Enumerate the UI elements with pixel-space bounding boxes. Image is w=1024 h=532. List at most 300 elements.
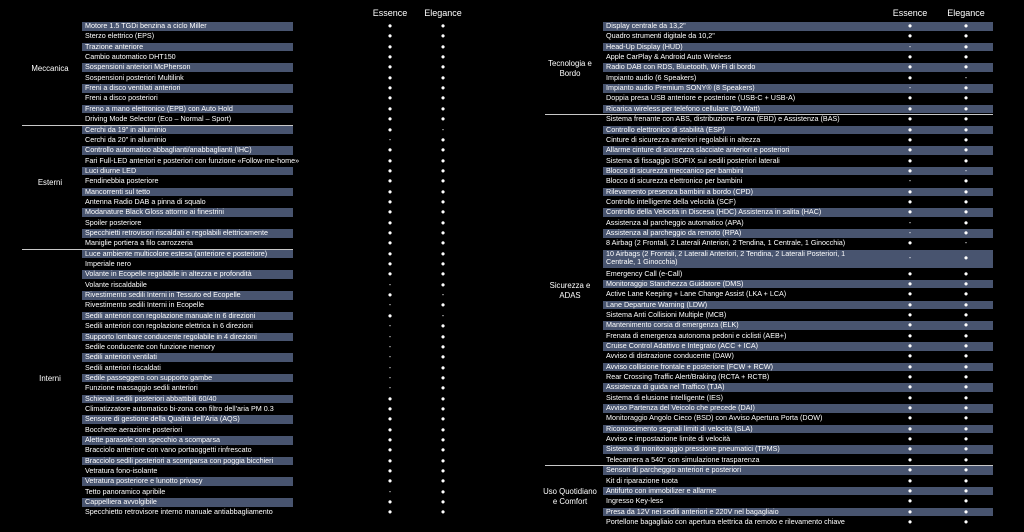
feature-label: Display centrale da 13,2" xyxy=(606,21,686,30)
essence-availability-mark: ● xyxy=(907,278,913,288)
feature-label: Antenna Radio DAB a pinna di squalo xyxy=(85,196,206,206)
essence-availability-mark: ● xyxy=(387,290,393,300)
feature-label: Sedile conducente con funzione memory xyxy=(85,341,215,351)
spec-row xyxy=(82,238,446,248)
spec-row xyxy=(82,362,446,373)
essence-availability-mark: ● xyxy=(907,21,913,30)
essence-availability-mark: ● xyxy=(387,507,393,517)
feature-label: Quadro strumenti digitale da 10,2" xyxy=(606,31,715,41)
elegance-availability-mark: ● xyxy=(963,134,969,144)
elegance-availability-mark: ● xyxy=(963,186,969,196)
spec-row xyxy=(603,321,993,330)
column-title-essence: Essence xyxy=(892,8,928,18)
spec-row xyxy=(603,435,993,444)
feature-label: Cruise Control Adattivo e Integrato (ACC + ICA) xyxy=(606,340,759,350)
feature-label: Rear Crossing Traffic Alert/Braking (RCTA + RCTB) xyxy=(606,372,770,381)
elegance-availability-mark: ● xyxy=(963,228,969,237)
elegance-availability-mark: ● xyxy=(440,62,446,72)
spec-row xyxy=(603,373,993,382)
elegance-availability-mark: ● xyxy=(440,486,446,496)
spec-row xyxy=(603,219,993,228)
spec-row xyxy=(603,404,993,413)
essence-availability-mark: ● xyxy=(387,124,393,134)
essence-availability-mark: ● xyxy=(907,516,913,526)
elegance-availability-mark: ● xyxy=(440,341,446,351)
spec-row xyxy=(603,518,993,527)
feature-label: Mancorrenti sul tetto xyxy=(85,186,151,196)
spec-row xyxy=(82,248,446,259)
feature-label: Active Lane Keeping + Lane Change Assist (LKA + LCA) xyxy=(606,289,787,299)
spec-row xyxy=(603,198,993,207)
feature-label: Impianto audio Premium SONY® (8 Speakers) xyxy=(606,83,755,93)
essence-availability-mark: ● xyxy=(387,155,393,165)
elegance-availability-mark: ● xyxy=(963,21,969,30)
essence-availability-mark: ● xyxy=(387,62,393,72)
elegance-availability-mark: ● xyxy=(440,352,446,362)
feature-label: Monitoraggio Angolo Cieco (BSD) con Avviso Apertura Porta (DOW) xyxy=(606,413,823,423)
spec-row xyxy=(603,352,993,361)
spec-row xyxy=(82,393,446,404)
essence-availability-mark: ● xyxy=(387,165,393,175)
elegance-availability-mark: ● xyxy=(963,155,969,165)
essence-availability-mark: ● xyxy=(387,393,393,403)
elegance-availability-mark: ● xyxy=(963,330,969,340)
elegance-availability-mark: ● xyxy=(440,300,446,310)
essence-availability-mark: - xyxy=(908,41,912,51)
spec-row xyxy=(603,188,993,197)
essence-availability-mark: ● xyxy=(907,114,913,124)
essence-availability-mark: ● xyxy=(387,424,393,434)
feature-label: Avviso di distrazione conducente (DAW) xyxy=(606,351,734,361)
elegance-availability-mark: ● xyxy=(963,41,969,51)
spec-row xyxy=(82,331,446,342)
elegance-availability-mark: ● xyxy=(963,176,969,186)
elegance-availability-mark: ● xyxy=(963,392,969,402)
elegance-availability-mark: ● xyxy=(963,114,969,124)
essence-availability-mark: ● xyxy=(387,217,393,227)
elegance-availability-mark: ● xyxy=(440,455,446,465)
spec-row xyxy=(82,83,446,93)
feature-label: Rivestimento sedili Interni in Tessuto ed Ecopelle xyxy=(85,290,241,300)
elegance-availability-mark: ● xyxy=(440,403,446,413)
elegance-availability-mark: ● xyxy=(440,21,446,30)
spec-row xyxy=(82,145,446,155)
spec-row xyxy=(603,22,993,31)
spec-row xyxy=(82,72,446,83)
essence-availability-mark: ● xyxy=(907,124,913,134)
essence-availability-mark: ● xyxy=(907,309,913,319)
spec-row xyxy=(82,476,446,486)
spec-row xyxy=(603,383,993,392)
category-label: Meccanica xyxy=(31,63,69,73)
elegance-availability-mark: ● xyxy=(963,62,969,72)
essence-availability-mark: ● xyxy=(387,238,393,248)
essence-availability-mark: ● xyxy=(387,269,393,279)
spec-row xyxy=(82,279,446,290)
feature-label: Monitoraggio Stanchezza Guidatore (DMS) xyxy=(606,278,744,288)
essence-availability-mark: ● xyxy=(387,445,393,455)
feature-label: Mantenimento corsia di emergenza (ELK) xyxy=(606,320,739,330)
spec-row xyxy=(82,259,446,269)
elegance-availability-mark: ● xyxy=(440,362,446,372)
right-column-header xyxy=(0,0,1024,20)
elegance-availability-mark: ● xyxy=(440,155,446,165)
feature-label: Cerchi da 20" in alluminio xyxy=(85,134,167,144)
essence-availability-mark: ● xyxy=(907,289,913,299)
elegance-availability-mark: ● xyxy=(963,423,969,433)
elegance-availability-mark: ● xyxy=(440,248,446,258)
elegance-availability-mark: ● xyxy=(440,331,446,341)
spec-row xyxy=(82,228,446,238)
spec-row xyxy=(603,167,993,176)
elegance-availability-mark: ● xyxy=(963,413,969,423)
spec-row xyxy=(603,157,993,166)
elegance-availability-mark: ● xyxy=(963,145,969,155)
feature-label: Lane Departure Warning (LDW) xyxy=(606,299,708,309)
feature-label: Cappelliera avvolgibile xyxy=(85,497,157,507)
elegance-availability-mark: - xyxy=(964,165,968,175)
spec-row xyxy=(82,217,446,228)
feature-label: Sospensioni anteriori McPherson xyxy=(85,62,191,72)
spec-row xyxy=(603,136,993,145)
elegance-availability-mark: ● xyxy=(440,114,446,124)
elegance-availability-mark: ● xyxy=(963,278,969,288)
feature-label: Maniglie portiera a filo carrozzeria xyxy=(85,238,193,248)
essence-availability-mark: - xyxy=(388,341,392,351)
spec-row xyxy=(82,383,446,393)
feature-label: Freni a disco posteriori xyxy=(85,93,158,103)
feature-label: Sedili anteriori con regolazione manuale in 6 direzioni xyxy=(85,310,256,320)
feature-label: Doppia presa USB anteriore e posteriore (USB-C + USB-A) xyxy=(606,93,796,103)
essence-availability-mark: ● xyxy=(907,268,913,278)
elegance-availability-mark: ● xyxy=(440,207,446,217)
feature-label: 10 Airbags (2 Frontali, 2 Laterali Anteriori, 2 Tendina, 2 Laterali Posteriori, 1 Centrale, 1 Ginocchia) xyxy=(606,248,846,267)
essence-availability-mark: ● xyxy=(907,413,913,423)
essence-availability-mark: ● xyxy=(387,93,393,103)
feature-label: Freni a disco ventilati anteriori xyxy=(85,83,181,93)
feature-label: Luce ambiente multicolore estesa (anteriore e posteriore) xyxy=(85,248,268,258)
essence-availability-mark: ● xyxy=(907,506,913,516)
elegance-availability-mark: ● xyxy=(440,445,446,455)
spec-row xyxy=(603,84,993,93)
essence-availability-mark: ● xyxy=(907,238,913,248)
elegance-availability-mark: ● xyxy=(440,196,446,206)
feature-label: Bracciolo anteriore con vano portaoggetti rinfrescato xyxy=(85,445,252,455)
essence-availability-mark: ● xyxy=(907,330,913,340)
elegance-availability-mark: ● xyxy=(440,186,446,196)
feature-label: Riconoscimento segnali limiti di velocità (SLA) xyxy=(606,423,753,433)
elegance-availability-mark: ● xyxy=(440,507,446,517)
feature-label: Sterzo elettrico (EPS) xyxy=(85,31,155,41)
elegance-availability-mark: ● xyxy=(440,145,446,155)
spec-row xyxy=(82,435,446,445)
elegance-availability-mark: ● xyxy=(963,83,969,93)
essence-availability-mark: ● xyxy=(387,72,393,82)
essence-availability-mark: - xyxy=(908,228,912,237)
elegance-availability-mark: - xyxy=(441,310,445,320)
feature-label: Sistema di monitoraggio pressione pneumatici (TPMS) xyxy=(606,444,780,454)
essence-availability-mark: ● xyxy=(907,361,913,371)
spec-row xyxy=(603,146,993,155)
feature-label: Cerchi da 19" in alluminio xyxy=(85,124,167,134)
essence-availability-mark: ● xyxy=(907,31,913,41)
elegance-availability-mark: - xyxy=(441,290,445,300)
spec-row xyxy=(82,486,446,497)
feature-label: Luci diurne LED xyxy=(85,165,137,175)
essence-availability-mark: ● xyxy=(907,186,913,196)
feature-label: Climatizzatore automatico bi-zona con filtro dell'aria PM 0.3 xyxy=(85,403,274,413)
feature-label: Antifurto con immobilizer e allarme xyxy=(606,485,717,495)
elegance-availability-mark: ● xyxy=(963,103,969,113)
feature-label: Supporto lombare conducente regolabile in 4 direzioni xyxy=(85,331,257,341)
essence-availability-mark: ● xyxy=(387,83,393,93)
spec-row xyxy=(603,105,993,114)
spec-row xyxy=(603,445,993,454)
spec-row xyxy=(82,466,446,476)
feature-label: Alette parasole con specchio a scomparsa xyxy=(85,435,221,444)
feature-label: Impianto audio (6 Speakers) xyxy=(606,72,697,82)
elegance-availability-mark: - xyxy=(964,72,968,82)
essence-availability-mark: ● xyxy=(907,196,913,206)
essence-availability-mark: ● xyxy=(907,465,913,475)
feature-label: Kit di riparazione ruota xyxy=(606,475,678,485)
feature-label: Motore 1.5 TGDi benzina a ciclo Miller xyxy=(85,21,207,30)
spec-row xyxy=(82,21,446,31)
feature-label: Freno a mano elettronico (EPB) con Auto Hold xyxy=(85,103,233,113)
essence-availability-mark: ● xyxy=(907,372,913,381)
feature-label: Controllo della Velocità in Discesa (HDC) Assistenza in salita (HAC) xyxy=(606,207,822,217)
elegance-availability-mark: ● xyxy=(440,393,446,403)
essence-availability-mark: ● xyxy=(907,207,913,217)
spec-row xyxy=(82,507,446,517)
essence-availability-mark: ● xyxy=(907,93,913,103)
spec-row xyxy=(82,41,446,52)
feature-label: Fendinebbia posteriore xyxy=(85,176,159,186)
elegance-availability-mark: ● xyxy=(963,320,969,330)
feature-label: Specchietto retrovisore interno manuale antiabbagliamento xyxy=(85,507,273,517)
essence-availability-mark: ● xyxy=(907,340,913,350)
essence-availability-mark: ● xyxy=(387,259,393,269)
feature-label: Volante in Ecopelle regolabile in altezza e profondità xyxy=(85,269,252,279)
spec-row xyxy=(603,115,993,124)
essence-availability-mark: ● xyxy=(387,403,393,413)
feature-label: Sospensioni posteriori Multilink xyxy=(85,72,184,82)
elegance-availability-mark: ● xyxy=(440,165,446,175)
essence-availability-mark: - xyxy=(388,300,392,310)
essence-availability-mark: ● xyxy=(387,228,393,237)
feature-label: Rivestimento sedili Interni in Ecopelle xyxy=(85,300,205,310)
essence-availability-mark: ● xyxy=(387,476,393,486)
feature-label: Sistema Anti Collisioni Multiple (MCB) xyxy=(606,309,727,319)
essence-availability-mark: ● xyxy=(387,186,393,196)
essence-availability-mark: ● xyxy=(387,196,393,206)
spec-row xyxy=(603,311,993,320)
category-label: Uso Quotidiano e Comfort xyxy=(543,487,597,507)
elegance-availability-mark: ● xyxy=(963,506,969,516)
spec-row xyxy=(82,300,446,310)
essence-availability-mark: ● xyxy=(387,414,393,424)
spec-row xyxy=(82,114,446,124)
feature-label: Controllo intelligente della velocità (SCF) xyxy=(606,196,736,206)
essence-availability-mark: ● xyxy=(907,485,913,495)
essence-availability-mark: ● xyxy=(387,52,393,62)
spec-row xyxy=(82,414,446,424)
category-label: Sicurezza e ADAS xyxy=(549,280,591,300)
essence-availability-mark: ● xyxy=(907,475,913,485)
spec-row xyxy=(82,62,446,72)
feature-label: Sistema frenante con ABS, distribuzione Forza (EBD) e Assistenza (BAS) xyxy=(606,114,840,124)
spec-row xyxy=(603,290,993,299)
feature-label: Schienali sedili posteriori abbattibili 60/40 xyxy=(85,393,217,403)
feature-label: Bocchette aerazione posteriori xyxy=(85,424,183,434)
essence-availability-mark: ● xyxy=(387,31,393,41)
elegance-availability-mark: ● xyxy=(963,516,969,526)
elegance-availability-mark: ● xyxy=(963,217,969,227)
spec-row xyxy=(82,445,446,455)
spec-row xyxy=(603,508,993,517)
spec-row xyxy=(603,63,993,72)
essence-availability-mark: ● xyxy=(387,145,393,155)
feature-label: Rilevamento presenza bambini a bordo (CPD) xyxy=(606,186,754,196)
essence-availability-mark: ● xyxy=(387,176,393,186)
elegance-availability-mark: ● xyxy=(440,279,446,289)
essence-availability-mark: - xyxy=(388,279,392,289)
essence-availability-mark: ● xyxy=(387,497,393,507)
elegance-availability-mark: - xyxy=(964,238,968,248)
elegance-availability-mark: ● xyxy=(440,497,446,507)
essence-availability-mark: ● xyxy=(907,351,913,361)
essence-availability-mark: - xyxy=(908,253,912,263)
spec-row xyxy=(603,270,993,279)
spec-row xyxy=(82,103,446,114)
essence-availability-mark: ● xyxy=(907,454,913,464)
feature-label: Controllo elettronico di stabilità (ESP) xyxy=(606,124,726,134)
feature-label: Emergency Call (e-Call) xyxy=(606,268,683,278)
essence-availability-mark: ● xyxy=(907,103,913,113)
elegance-availability-mark: ● xyxy=(963,299,969,309)
spec-row xyxy=(603,497,993,506)
elegance-availability-mark: ● xyxy=(963,52,969,62)
essence-availability-mark: - xyxy=(388,372,392,382)
essence-availability-mark: ● xyxy=(907,320,913,330)
feature-label: Specchietti retrovisori riscaldati e regolabili elettricamente xyxy=(85,228,268,237)
essence-availability-mark: ● xyxy=(907,155,913,165)
essence-availability-mark: - xyxy=(908,83,912,93)
spec-row xyxy=(603,229,993,238)
spec-row xyxy=(603,487,993,496)
elegance-availability-mark: ● xyxy=(440,93,446,103)
elegance-availability-mark: ● xyxy=(963,382,969,392)
feature-label: Avviso e impostazione limite di velocità xyxy=(606,434,731,444)
essence-availability-mark: ● xyxy=(907,145,913,155)
essence-availability-mark: ● xyxy=(387,248,393,258)
elegance-availability-mark: ● xyxy=(440,424,446,434)
feature-label: Sensori di parcheggio anteriori e posteriori xyxy=(606,465,742,475)
feature-label: Sensore di gestione della Qualità dell'Aria (AQS) xyxy=(85,414,240,424)
spec-row xyxy=(603,208,993,217)
elegance-availability-mark: ● xyxy=(963,475,969,485)
spec-row xyxy=(82,341,446,352)
essence-availability-mark: ● xyxy=(387,103,393,113)
spec-row xyxy=(82,186,446,197)
spec-row xyxy=(603,342,993,351)
essence-availability-mark: - xyxy=(388,352,392,362)
spec-row xyxy=(82,176,446,186)
feature-label: Cinture di sicurezza anteriori regolabili in altezza xyxy=(606,134,761,144)
feature-label: Sedili anteriori con regolazione elettrica in 6 direzioni xyxy=(85,321,253,331)
spec-row xyxy=(82,134,446,145)
column-title-elegance: Elegance xyxy=(424,8,462,18)
feature-label: Allarme cinture di sicurezza slacciate anteriori e posteriori xyxy=(606,145,790,155)
elegance-availability-mark: ● xyxy=(963,207,969,217)
essence-availability-mark: ● xyxy=(907,299,913,309)
essence-availability-mark: - xyxy=(388,486,392,496)
feature-label: Cambio automatico DHT150 xyxy=(85,52,176,62)
elegance-availability-mark: ● xyxy=(963,485,969,495)
elegance-availability-mark: ● xyxy=(963,31,969,41)
essence-availability-mark: ● xyxy=(387,207,393,217)
spec-row xyxy=(603,126,993,135)
essence-availability-mark: ● xyxy=(387,455,393,465)
essence-availability-mark: - xyxy=(388,383,392,393)
spec-row xyxy=(603,280,993,289)
elegance-availability-mark: ● xyxy=(963,465,969,475)
essence-availability-mark: ● xyxy=(907,392,913,402)
spec-row xyxy=(82,196,446,207)
feature-label: Bracciolo sedili posteriori a scomparsa con poggia bicchieri xyxy=(85,455,274,465)
essence-availability-mark: - xyxy=(388,331,392,341)
elegance-availability-mark: ● xyxy=(440,238,446,248)
elegance-availability-mark: ● xyxy=(440,52,446,62)
spec-row xyxy=(603,177,993,186)
essence-availability-mark: ● xyxy=(387,466,393,476)
elegance-availability-mark: ● xyxy=(963,361,969,371)
spec-row xyxy=(603,363,993,372)
spec-row xyxy=(603,414,993,423)
spec-row xyxy=(82,207,446,217)
spec-row xyxy=(82,403,446,414)
elegance-availability-mark: ● xyxy=(440,41,446,51)
spec-row xyxy=(603,74,993,83)
elegance-availability-mark: ● xyxy=(440,72,446,82)
feature-label: Modanature Black Gloss attorno ai finestrini xyxy=(85,207,225,217)
spec-row xyxy=(82,321,446,331)
essence-availability-mark: ● xyxy=(907,134,913,144)
spec-row xyxy=(82,165,446,176)
elegance-availability-mark: ● xyxy=(963,289,969,299)
elegance-availability-mark: ● xyxy=(963,93,969,103)
category-label: Esterni xyxy=(37,177,63,187)
feature-label: Vetratura posteriore e lunotto privacy xyxy=(85,476,203,486)
feature-label: Assistenza al parcheggio da remoto (RPA) xyxy=(606,228,742,237)
elegance-availability-mark: ● xyxy=(440,435,446,444)
essence-availability-mark: ● xyxy=(907,62,913,72)
spec-row xyxy=(82,269,446,279)
essence-availability-mark: - xyxy=(388,362,392,372)
feature-label: Assistenza di guida nel Traffico (TJA) xyxy=(606,382,725,392)
feature-label: Tetto panoramico apribile xyxy=(85,486,166,496)
feature-label: Sedili anteriori riscaldati xyxy=(85,362,161,372)
spec-row xyxy=(603,94,993,103)
essence-availability-mark: - xyxy=(388,134,392,144)
spec-row xyxy=(603,425,993,434)
spec-row xyxy=(603,477,993,486)
feature-label: Presa da 12V nei sedili anteriori e 220V nel bagagliaio xyxy=(606,506,779,516)
spec-row xyxy=(82,497,446,507)
elegance-availability-mark: ● xyxy=(440,383,446,393)
essence-availability-mark: ● xyxy=(387,21,393,30)
elegance-availability-mark: ● xyxy=(963,372,969,381)
